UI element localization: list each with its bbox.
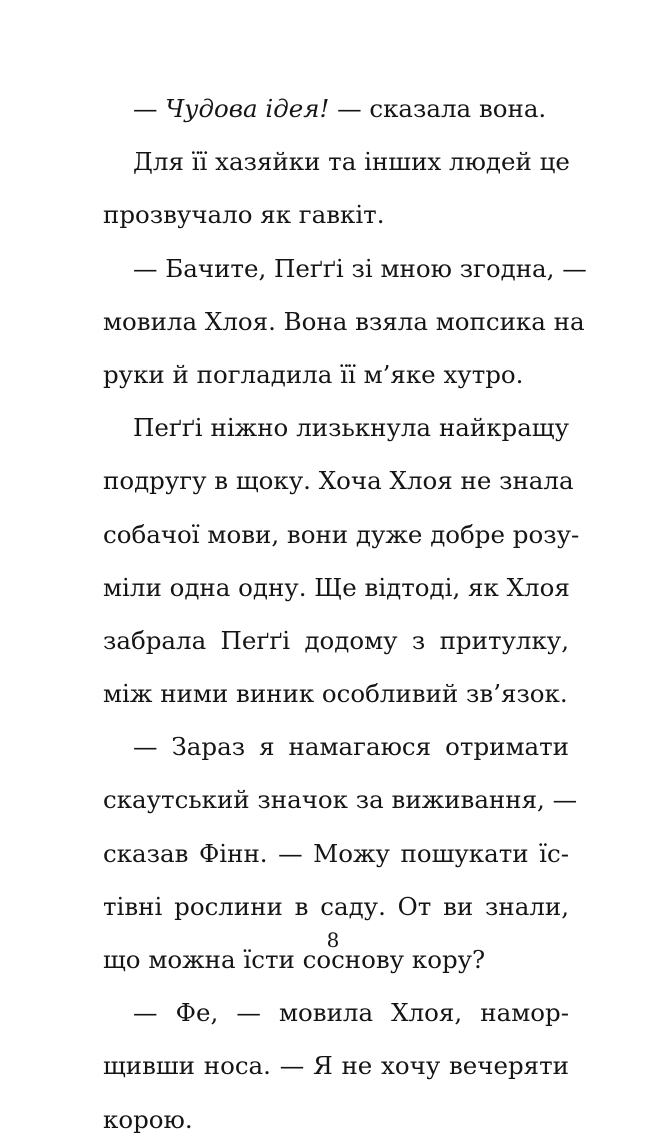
paragraph-4-line-1 xyxy=(103,401,569,454)
paragraph-4-line-2 xyxy=(103,454,574,507)
paragraph-4-line-6 xyxy=(103,667,569,720)
text-segment: мовила Хлоя. Вона взяла мопсика на xyxy=(103,306,585,336)
paragraph-3-line-1 xyxy=(103,242,587,295)
text-segment: міли одна одну. Ще відтоді, як Хлоя xyxy=(103,572,570,602)
paragraph-5-line-3 xyxy=(103,827,569,880)
paragraph-4-line-4 xyxy=(103,561,569,614)
text-segment: подругу в щоку. Хоча Хлоя не знала xyxy=(103,466,574,496)
text-segment: що можна їсти соснову кору? xyxy=(103,945,486,974)
text-segment: — сказала вона. xyxy=(329,94,547,123)
italic-text: Чудова ідея! xyxy=(165,94,330,123)
paragraph-2-line-2 xyxy=(103,188,569,241)
text-segment: — Бачите, Пеґґі зі мною згодна, — xyxy=(133,253,587,283)
paragraph-6-line-3 xyxy=(103,1093,569,1146)
text-segment: між ними виник особливий зв’язок. xyxy=(103,679,568,709)
paragraph-3-line-3 xyxy=(103,348,569,401)
text-segment: руки й погладила її м’яке хутро. xyxy=(103,359,524,389)
text-segment: — xyxy=(133,94,166,123)
text-segment: корою. xyxy=(103,1104,193,1134)
text-segment: Для її хазяйки та інших людей це xyxy=(133,147,570,177)
text-segment: — Зараз я намагаюся отримати xyxy=(133,732,569,762)
paragraph-2-line-1 xyxy=(103,135,569,188)
text-segment: тівні рослини в саду. От ви знали, xyxy=(103,891,569,921)
text-segment: прозвучало як гавкіт. xyxy=(103,200,385,230)
paragraph-6-line-1 xyxy=(103,986,569,1039)
paragraph-3-line-2 xyxy=(103,295,585,348)
paragraph-6-line-2 xyxy=(103,1039,569,1092)
text-segment: сказав Фінн. — Можу пошукати їс- xyxy=(103,838,569,868)
paragraph-5-line-1 xyxy=(103,720,569,773)
paragraph-5-line-4 xyxy=(103,880,569,933)
text-segment: Пеґґі ніжно лизькнула найкращу xyxy=(133,413,569,443)
paragraph-4-line-3 xyxy=(103,508,580,561)
body-text xyxy=(103,82,587,1146)
paragraph-4-line-5 xyxy=(103,614,569,667)
text-segment: щивши носа. — Я не хочу вечеряти xyxy=(103,1051,569,1081)
text-segment: забрала Пеґґі додому з притулку, xyxy=(103,625,569,655)
page-number: 8 xyxy=(326,928,340,952)
paragraph-5-line-2 xyxy=(103,773,578,826)
text-segment: собачої мови, вони дуже добре розу- xyxy=(103,519,580,549)
text-segment: скаутський значок за виживання, — xyxy=(103,785,578,815)
text-segment: — Фе, — мовила Хлоя, намор- xyxy=(133,998,569,1028)
paragraph-1-line-1 xyxy=(103,82,569,135)
